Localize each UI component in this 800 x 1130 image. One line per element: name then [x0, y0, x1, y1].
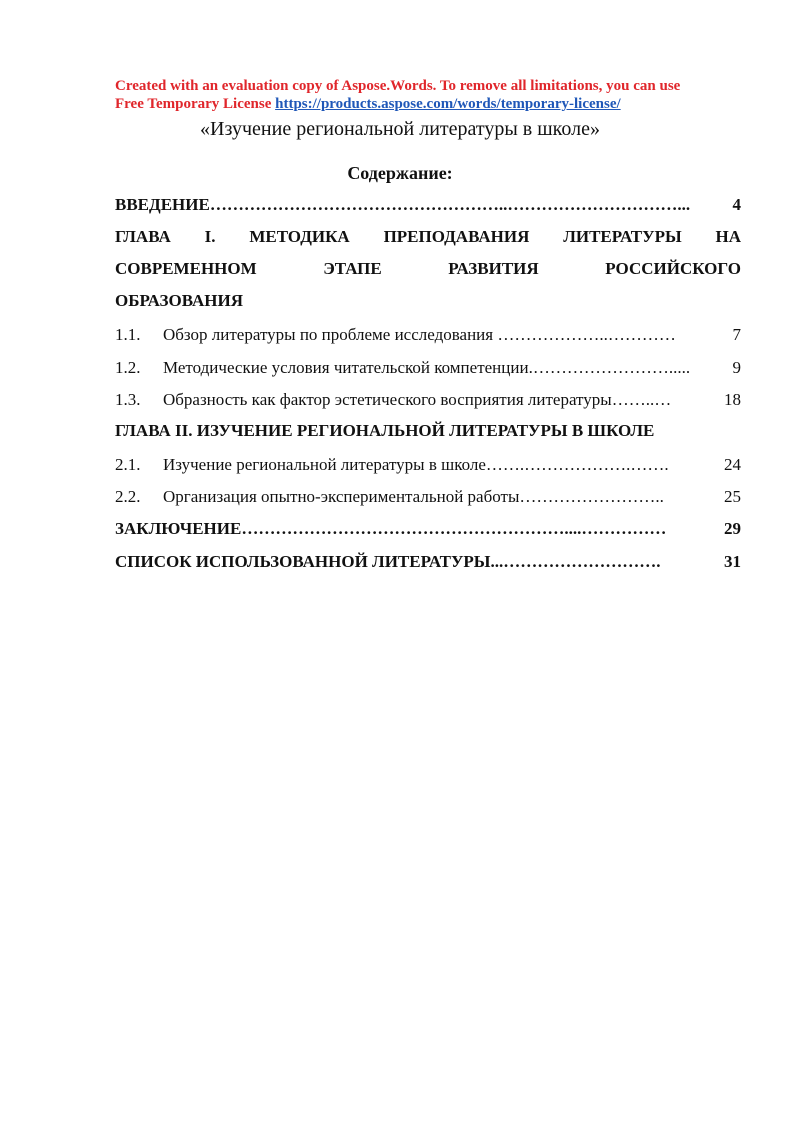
toc-section-number: 1.2.	[115, 358, 141, 377]
toc-word: ЭТАПЕ	[323, 259, 382, 278]
toc-section-number: 2.2.	[115, 487, 141, 506]
toc-page-number: 18	[723, 388, 741, 412]
toc-page-number: 31	[723, 550, 741, 574]
toc-entry-label: Методические условия читательской компетенции	[163, 358, 529, 377]
toc-entry-label: Образность как фактор эстетического восприятия литературы	[163, 390, 612, 409]
document-title: «Изучение региональной литературы в школе»	[200, 118, 600, 140]
toc-entry-label: Обзор литературы по проблеме исследования	[163, 325, 498, 344]
toc-heading: Содержание:	[347, 163, 453, 183]
toc-entry-label: ЗАКЛЮЧЕНИЕ	[115, 519, 242, 538]
toc-leader-dots: ………………..…………	[497, 325, 676, 344]
toc-page-number: 24	[723, 453, 741, 477]
toc-word: СОВРЕМЕННОМ	[115, 259, 257, 278]
toc-leader-dots: …….……………….…….	[485, 455, 669, 474]
toc-leader-dots: ……………………..	[519, 487, 664, 506]
toc-entry-chapter-1-line-1[interactable]	[115, 225, 741, 249]
toc-entry-section-1-3[interactable]	[115, 388, 741, 412]
toc-entry-chapter-1-line-3[interactable]	[115, 289, 741, 313]
toc-page-number: 25	[723, 485, 741, 509]
toc-entry-label: ВВЕДЕНИЕ	[115, 195, 210, 214]
toc-entry-section-1-1[interactable]	[115, 323, 741, 347]
toc-word: РОССИЙСКОГО	[605, 259, 741, 278]
toc-entry-section-1-2[interactable]	[115, 356, 741, 380]
toc-entry-label: ГЛАВА II. ИЗУЧЕНИЕ РЕГИОНАЛЬНОЙ ЛИТЕРАТУРЫ В ШКОЛЕ	[115, 421, 655, 440]
toc-entry-introduction[interactable]	[115, 193, 741, 217]
toc-section-number: 1.3.	[115, 390, 141, 409]
toc-entry-conclusion[interactable]	[115, 517, 741, 541]
toc-leader-dots: ……………………………………………..…………………………...	[209, 195, 691, 214]
toc-leader-dots: ……..…	[611, 390, 672, 409]
toc-page-number: 4	[732, 193, 742, 217]
toc-page-number: 9	[732, 356, 742, 380]
evaluation-notice-line1: Created with an evaluation copy of Aspose.Words. To remove all limitations, you can use	[115, 78, 681, 94]
toc-entry-section-2-2[interactable]	[115, 485, 741, 509]
toc-section-number: 1.1.	[115, 325, 141, 344]
toc-entry-label: Организация опытно-экспериментальной работы	[163, 487, 520, 506]
toc-entry-references[interactable]	[115, 550, 741, 574]
toc-page-number: 7	[732, 323, 742, 347]
toc-entry-chapter-2[interactable]	[115, 419, 741, 443]
temporary-license-link[interactable]: https://products.aspose.com/words/temporary-license/	[275, 96, 621, 112]
toc-word: ЛИТЕРАТУРЫ	[563, 227, 682, 246]
toc-word: ГЛАВА	[115, 227, 171, 246]
toc-entry-chapter-1-line-2[interactable]	[115, 257, 741, 281]
toc-leader-dots: .…………………….....	[528, 358, 691, 377]
toc-word: НА	[715, 227, 741, 246]
toc-leader-dots: ...……………………….	[490, 552, 661, 571]
toc-leader-dots: …………………………………………………....……………	[241, 519, 667, 538]
evaluation-notice	[115, 77, 755, 113]
toc-word: МЕТОДИКА	[249, 227, 350, 246]
evaluation-notice-prefix: Free Temporary License	[115, 96, 276, 112]
toc-entry-label: Изучение региональной литературы в школе	[163, 455, 486, 474]
evaluation-notice-line2	[115, 95, 755, 113]
toc-word: РАЗВИТИЯ	[448, 259, 539, 278]
toc-entry-label: СПИСОК ИСПОЛЬЗОВАННОЙ ЛИТЕРАТУРЫ	[115, 552, 491, 571]
toc-page-number: 29	[723, 517, 741, 541]
toc-entry-section-2-1[interactable]	[115, 453, 741, 477]
toc-word: I.	[204, 227, 216, 246]
toc-word: ПРЕПОДАВАНИЯ	[383, 227, 530, 246]
toc-entry-label: ОБРАЗОВАНИЯ	[115, 291, 243, 310]
toc-section-number: 2.1.	[115, 455, 141, 474]
